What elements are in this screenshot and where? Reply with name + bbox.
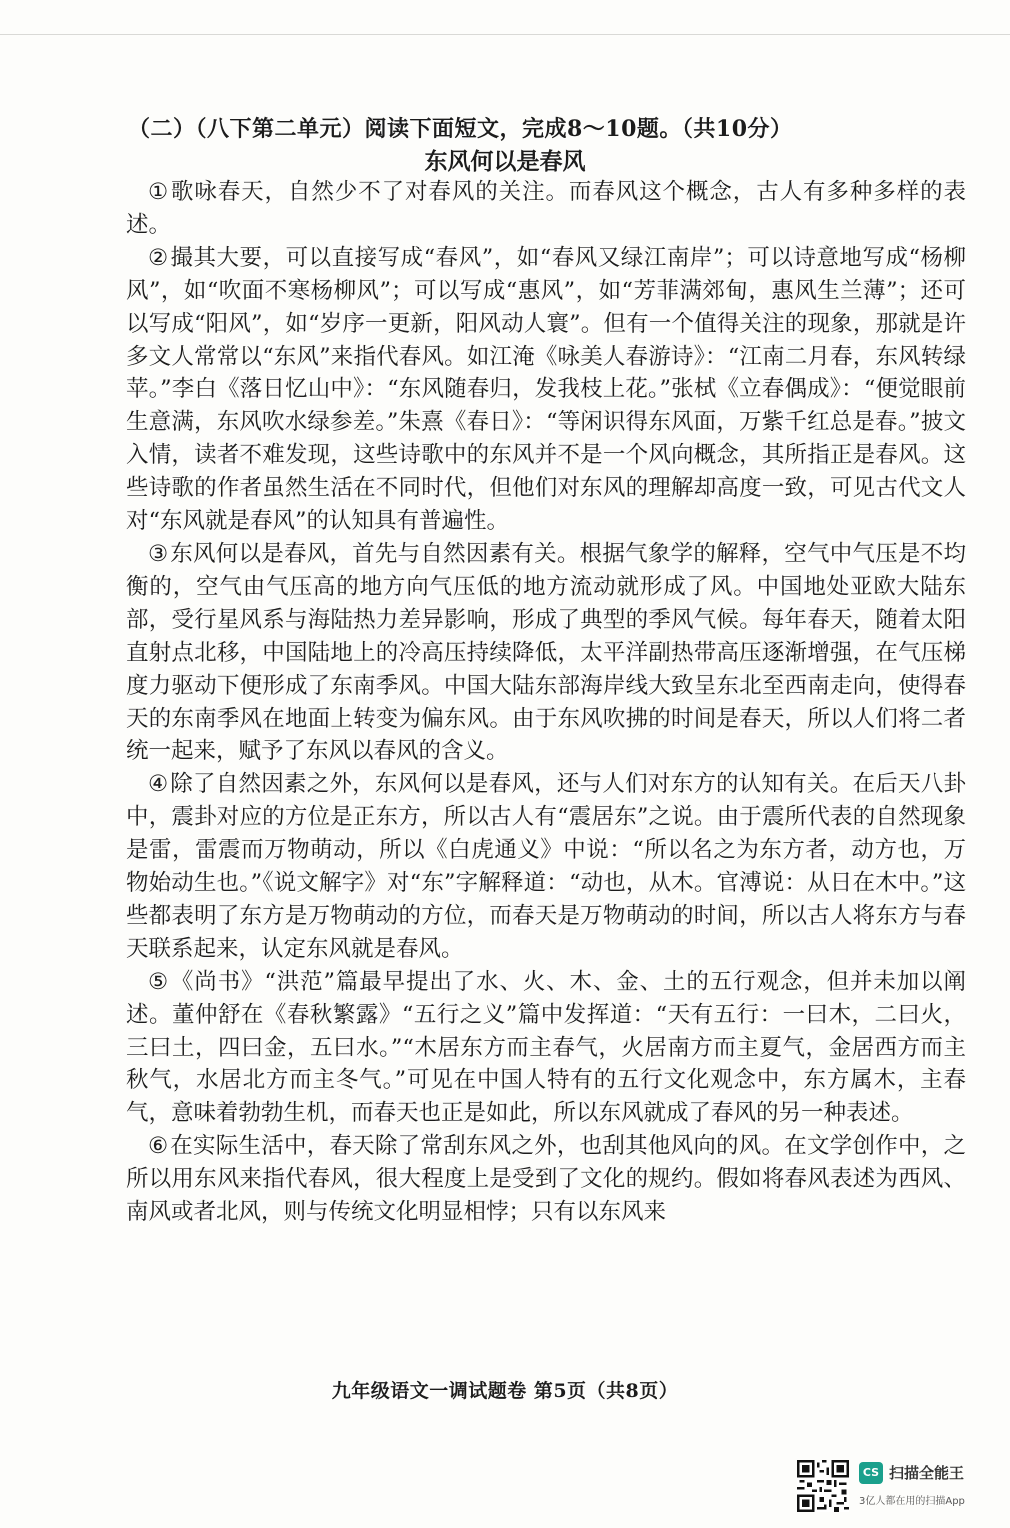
paragraph-text: 撮其大要，可以直接写成“春风”，如“春风又绿江南岸”；可以诗意地写成“杨柳风”，如“吹面不寒杨柳风”；可以写成“惠风”，如“芳菲满郊甸，惠风生兰薄”；还可以写成“阳风”，如“岁序一更新，阳风动人寰”。但有一个值得关注的现象，那就是许多文人常常以“东风”来指代春风。如江淹《咏美人春游诗》：“江南二月春，东风转绿苹。”李白《落日忆山中》：“东风随春归，发我枝上花。”张栻《立春偶成》：“便觉眼前生意满，东风吹水绿参差。”朱熹《春日》：“等闲识得东风面，万紫千红总是春。”披文入情，读者不难发现，这些诗歌中的东风并不是一个风向概念，其所指正是春风。这些诗歌的作者虽然生活在不同时代，但他们对东风的理解却高度一致，可见古代文人对“东风就是春风”的认知具有普遍性。 [126, 244, 966, 535]
scan-edge-line [0, 34, 1010, 35]
paragraph-text: 《尚书》“洪范”篇最早提出了水、火、木、金、土的五行观念，但并未加以阐述。董仲舒在《春秋繁露》“五行之义”篇中发挥道：“天有五行：一曰木，二曰火，三曰土，四曰金，五曰水。”“木居东方而主春气，火居南方而主夏气，金居西方而主秋气，水居北方而主冬气。”可见在中国人特有的五行文化观念中，东方属木，主春气，意味着勃勃生机，而春天也正是如此，所以东风就成了春风的另一种表述。 [126, 968, 966, 1127]
section-heading: （二）（八下第二单元）阅读下面短文，完成8～10题。（共10分） [128, 116, 793, 142]
paragraph-number: ⑥ [148, 1133, 169, 1160]
paragraph-6 [126, 1130, 966, 1229]
paragraph-number: ③ [148, 540, 169, 567]
paragraph-text: 在实际生活中，春天除了常刮东风之外，也刮其他风向的风。在文学创作中，之所以用东风来指代春风，很大程度上是受到了文化的规约。假如将春风表述为西风、南风或者北风，则与传统文化明显相悖；只有以东风来 [126, 1133, 966, 1226]
scanner-app-name: 扫描全能王 [889, 1464, 965, 1482]
paragraph-number: ④ [148, 771, 169, 798]
paragraph-2 [126, 242, 966, 538]
paragraph-1 [126, 176, 966, 242]
paragraph-text: 东风何以是春风，首先与自然因素有关。根据气象学的解释，空气中气压是不均衡的，空气由气压高的地方向气压低的地方流动就形成了风。中国地处亚欧大陆东部，受行星风系与海陆热力差异影响，形成了典型的季风气候。每年春天，随着太阳直射点北移，中国陆地上的冷高压持续降低，太平洋副热带高压逐渐增强，在气压梯度力驱动下便形成了东南季风。中国大陆东部海岸线大致呈东北至西南走向，使得春天的东南季风在地面上转变为偏东风。由于东风吹拂的时间是春天，所以人们将二者统一起来，赋予了东风以春风的含义。 [126, 540, 966, 765]
scanner-tagline: 3亿人都在用的扫描App [859, 1496, 965, 1507]
paragraph-number: ① [148, 179, 169, 205]
qr-code-icon [797, 1460, 849, 1512]
paragraph-number: ⑤ [148, 968, 169, 995]
paragraph-text: 除了自然因素之外，东风何以是春风，还与人们对东方的认知有关。在后天八卦中，震卦对应的方位是正东方，所以古人有“震居东”之说。由于震所代表的自然现象是雷，雷震而万物萌动，所以《白虎通义》中说：“所以名之为东方者，动方也，万物始动生也。”《说文解字》对“东”字解释道：“动也，从木。官溥说：从日在木中。”这些都表明了东方是万物萌动的方位，而春天是万物萌动的时间，所以古人将东方与春天联系起来，认定东风就是春风。 [126, 771, 966, 962]
scanner-watermark [797, 1460, 997, 1516]
paragraph-4 [126, 768, 966, 965]
camscanner-logo-icon: CS [859, 1462, 883, 1484]
article-title: 东风何以是春风 [424, 148, 586, 175]
article-body [126, 176, 966, 1229]
paragraph-number: ② [148, 244, 169, 271]
paragraph-3 [126, 538, 966, 768]
paragraph-text: 歌咏春天，自然少不了对春风的关注。而春风这个概念，古人有多种多样的表述。 [126, 179, 966, 238]
page-footer: 九年级语文一调试题卷 第5页（共8页） [331, 1380, 679, 1402]
paragraph-5 [126, 966, 966, 1131]
